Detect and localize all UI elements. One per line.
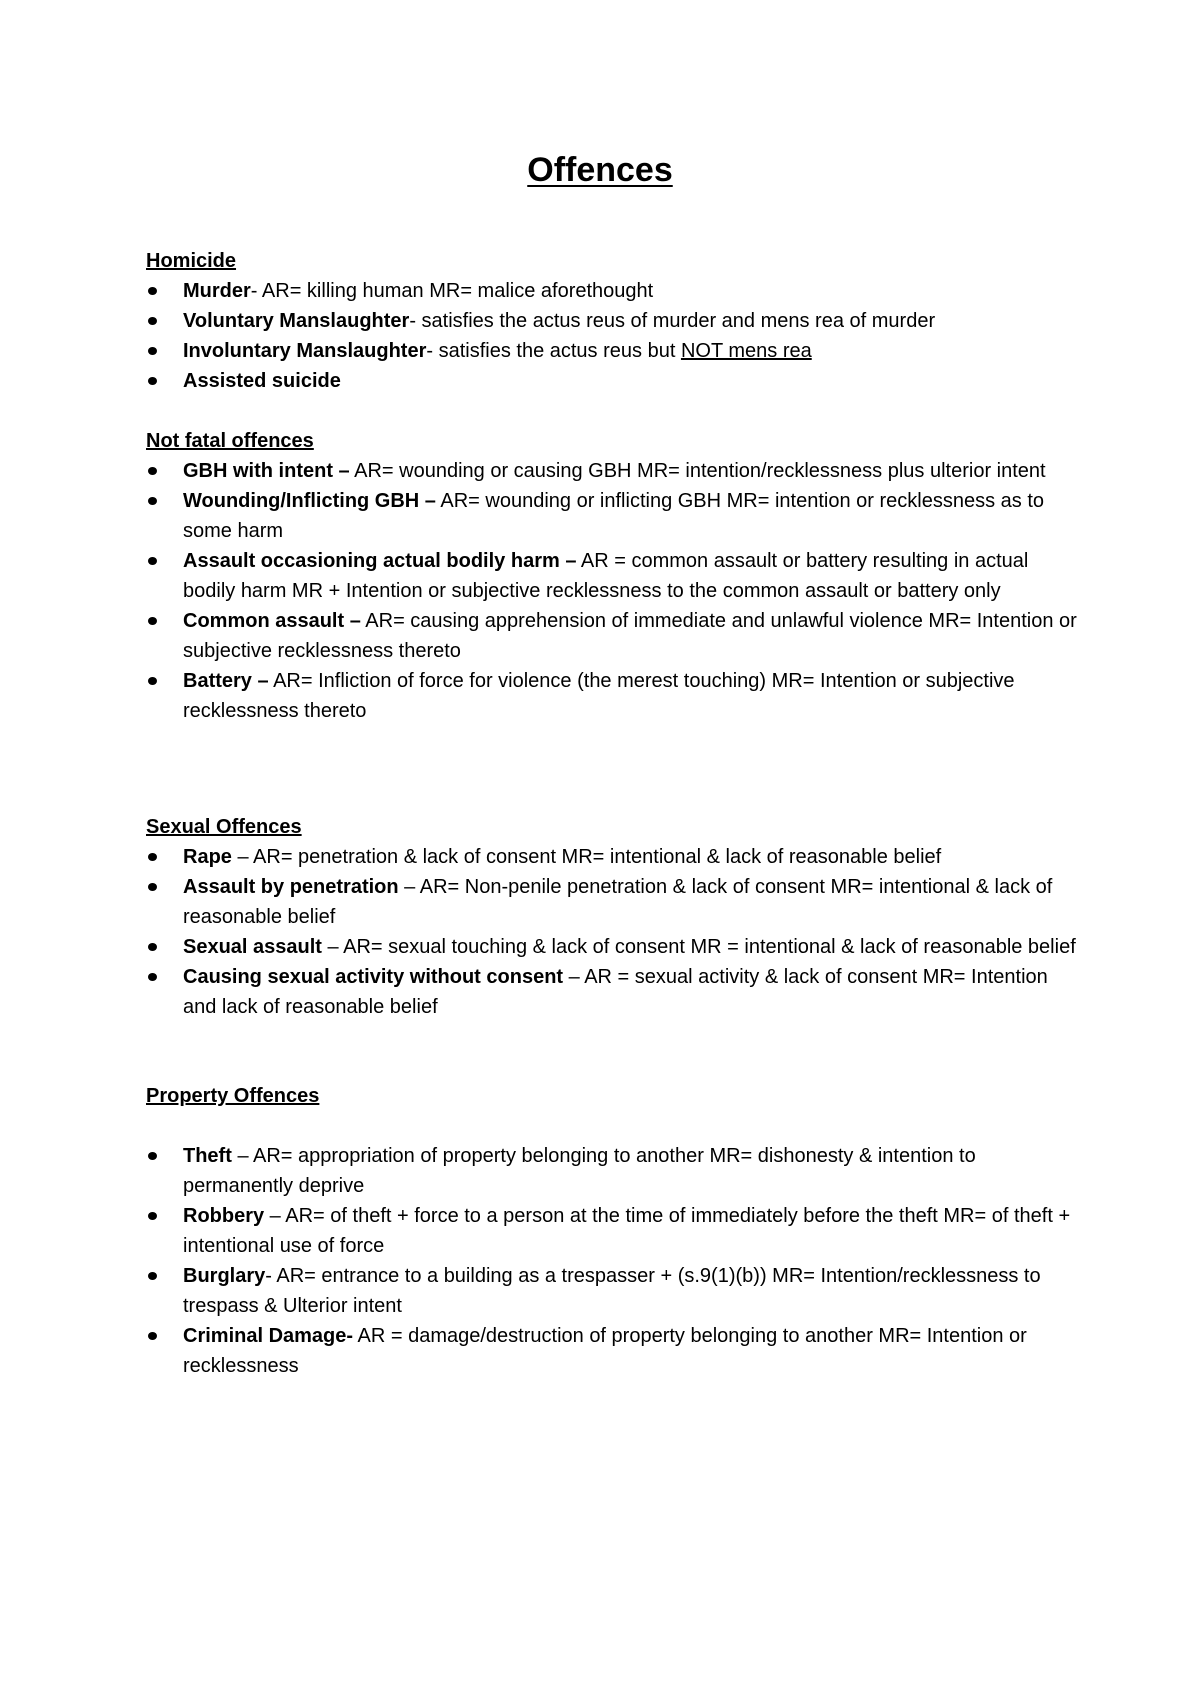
list-item — [146, 932, 1086, 962]
item-term: Causing sexual activity without consent — [183, 966, 564, 988]
bullet-icon — [148, 497, 157, 505]
list-item — [146, 666, 1086, 726]
list-item — [146, 336, 1086, 366]
item-description: – AR= sexual touching & lack of consent MR = intentional & lack of reasonable belief — [321, 936, 1076, 958]
section-heading: Homicide — [146, 250, 237, 272]
list-item — [146, 456, 1086, 486]
list-item — [146, 962, 1086, 1022]
bullet-icon — [148, 1152, 157, 1160]
item-term: Wounding/Inflicting GBH – — [183, 490, 436, 512]
page-title: Offences — [527, 151, 673, 189]
bullet-icon — [148, 1332, 157, 1340]
section-homicide — [146, 246, 1086, 396]
bullet-icon — [148, 317, 157, 325]
section-heading: Not fatal offences — [146, 430, 314, 452]
bullet-icon — [148, 1272, 157, 1280]
bullet-icon — [148, 943, 157, 951]
item-description: AR= causing apprehension of immediate and unlawful violence MR= Intention or subjective recklessness thereto — [183, 610, 1077, 662]
item-description: AR= wounding or causing GBH MR= intention/recklessness plus ulterior intent — [349, 460, 1046, 482]
item-list — [146, 1141, 1086, 1381]
item-term: Voluntary Manslaughter — [183, 310, 410, 332]
item-description: AR = common assault or battery resulting in actual bodily harm MR + Intention or subjective recklessness to the common assault or battery only — [183, 550, 1029, 602]
item-term: Robbery — [183, 1205, 265, 1227]
item-description: - AR= entrance to a building as a trespasser + (s.9(1)(b)) MR= Intention/recklessness to trespass & Ulterior intent — [183, 1265, 1041, 1317]
item-term: GBH with intent – — [183, 460, 350, 482]
section-non-fatal-offences — [146, 426, 1086, 726]
item-term: Criminal Damage- — [183, 1325, 354, 1347]
bullet-icon — [148, 617, 157, 625]
bullet-icon — [148, 287, 157, 295]
item-term: Common assault – — [183, 610, 361, 632]
bullet-icon — [148, 557, 157, 565]
item-term: Assault by penetration — [183, 876, 399, 898]
item-list — [146, 456, 1086, 726]
item-emphasis: NOT mens rea — [680, 340, 812, 362]
item-term: Involuntary Manslaughter — [183, 340, 427, 362]
bullet-icon — [148, 883, 157, 891]
section-property-offences — [146, 1081, 1086, 1381]
item-description: AR= Infliction of force for violence (the merest touching) MR= Intention or subjective recklessness thereto — [183, 670, 1015, 722]
item-description: - satisfies the actus reus of murder and mens rea of murder — [409, 310, 936, 332]
bullet-icon — [148, 347, 157, 355]
bullet-icon — [148, 1212, 157, 1220]
bullet-icon — [148, 853, 157, 861]
item-description: - satisfies the actus reus but — [426, 340, 681, 362]
item-term: Rape — [183, 846, 232, 868]
bullet-icon — [148, 677, 157, 685]
item-description: AR= wounding or inflicting GBH MR= intention or recklessness as to some harm — [183, 490, 1045, 542]
item-term: Theft — [183, 1145, 232, 1167]
item-description: AR = damage/destruction of property belonging to another MR= Intention or recklessness — [183, 1325, 1027, 1377]
item-term: Burglary — [183, 1265, 266, 1287]
item-term: Sexual assault — [183, 936, 322, 958]
item-description: – AR= of theft + force to a person at the time of immediately before the theft MR= of theft + intentional use of force — [183, 1205, 1071, 1257]
section-heading: Property Offences — [146, 1085, 320, 1107]
item-term: Murder — [183, 280, 251, 302]
section-heading: Sexual Offences — [146, 816, 302, 838]
item-description: – AR= penetration & lack of consent MR= intentional & lack of reasonable belief — [231, 846, 942, 868]
list-item — [146, 306, 1086, 336]
bullet-icon — [148, 467, 157, 475]
item-list — [146, 276, 1086, 396]
list-item — [146, 486, 1086, 546]
item-description: – AR= Non-penile penetration & lack of consent MR= intentional & lack of reasonable belief — [183, 876, 1053, 928]
list-item — [146, 1261, 1086, 1321]
list-item — [146, 366, 1086, 396]
item-term: Assisted suicide — [183, 370, 341, 392]
bullet-icon — [148, 377, 157, 385]
list-item — [146, 546, 1086, 606]
list-item — [146, 1141, 1086, 1201]
list-item — [146, 1321, 1086, 1381]
item-term: Battery – — [183, 670, 269, 692]
section-sexual-offences — [146, 812, 1086, 1022]
list-item — [146, 606, 1086, 666]
list-item — [146, 842, 1086, 872]
item-term: Assault occasioning actual bodily harm – — [183, 550, 577, 572]
item-description: – AR= appropriation of property belonging to another MR= dishonesty & intention to permanently deprive — [183, 1145, 976, 1197]
item-description: – AR = sexual activity & lack of consent MR= Intention and lack of reasonable belief — [183, 966, 1048, 1018]
list-item — [146, 1201, 1086, 1261]
bullet-icon — [148, 973, 157, 981]
list-item — [146, 276, 1086, 306]
item-list — [146, 842, 1086, 1022]
item-description: - AR= killing human MR= malice aforethought — [250, 280, 654, 302]
list-item — [146, 872, 1086, 932]
